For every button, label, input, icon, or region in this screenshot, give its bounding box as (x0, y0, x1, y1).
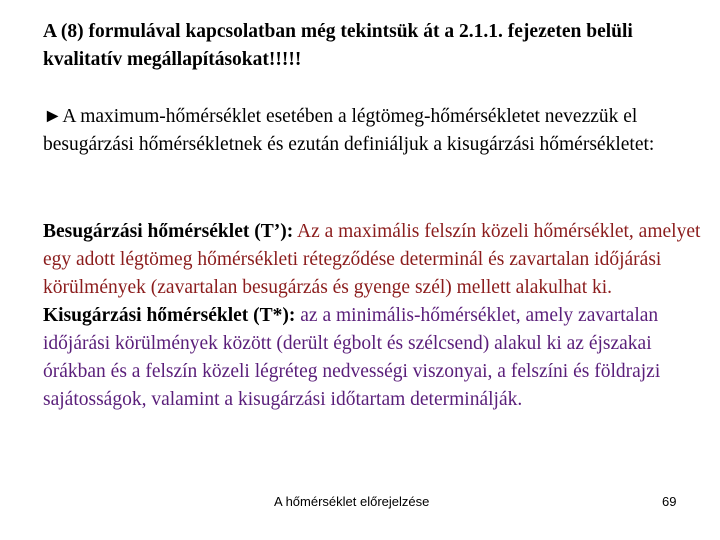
definition-term: Kisugárzási hőmérséklet (T*): (43, 305, 296, 326)
footer-title: A hőmérséklet előrejelzése (274, 494, 430, 509)
definition-text: Az a maximális felszín közeli hőmérséklet, amelyet egy adott légtömeg hőmérsékleti rétegződése determinál és zavartalan időjárási körülmények (zavartalan besugárzás és gyenge szél) mellett alakulhat ki. (43, 221, 701, 298)
bullet-arrow-icon: ► (43, 106, 63, 127)
definition-text: az a minimális-hőmérséklet, amely zavartalan időjárási körülmények között (derült égbolt és szélcsend) alakul ki az éjszakai órákban és a felszín közeli légréteg nedvességi viszonyai, a felszíni és földrajzi sajátosságok, valamint a kisugárzási időtartam determinálják. (43, 305, 661, 410)
definition-term: Besugárzási hőmérséklet (T’): (43, 221, 294, 242)
slide-title: A (8) formulával kapcsolatban még tekintsük át a 2.1.1. fejezeten belüli kvalitatív megállapításokat!!!!! (43, 21, 633, 70)
definition-kisugarzasi (43, 302, 708, 414)
page-number: 69 (662, 494, 677, 509)
bullet-paragraph (43, 103, 698, 159)
definitions-block (43, 218, 708, 414)
definition-besugarzasi (43, 218, 708, 302)
bullet-text: A maximum-hőmérséklet esetében a légtömeg-hőmérsékletet nevezzük el besugárzási hőmérsékletnek és ezután definiáljuk a kisugárzási hőmérsékletet: (43, 106, 655, 155)
